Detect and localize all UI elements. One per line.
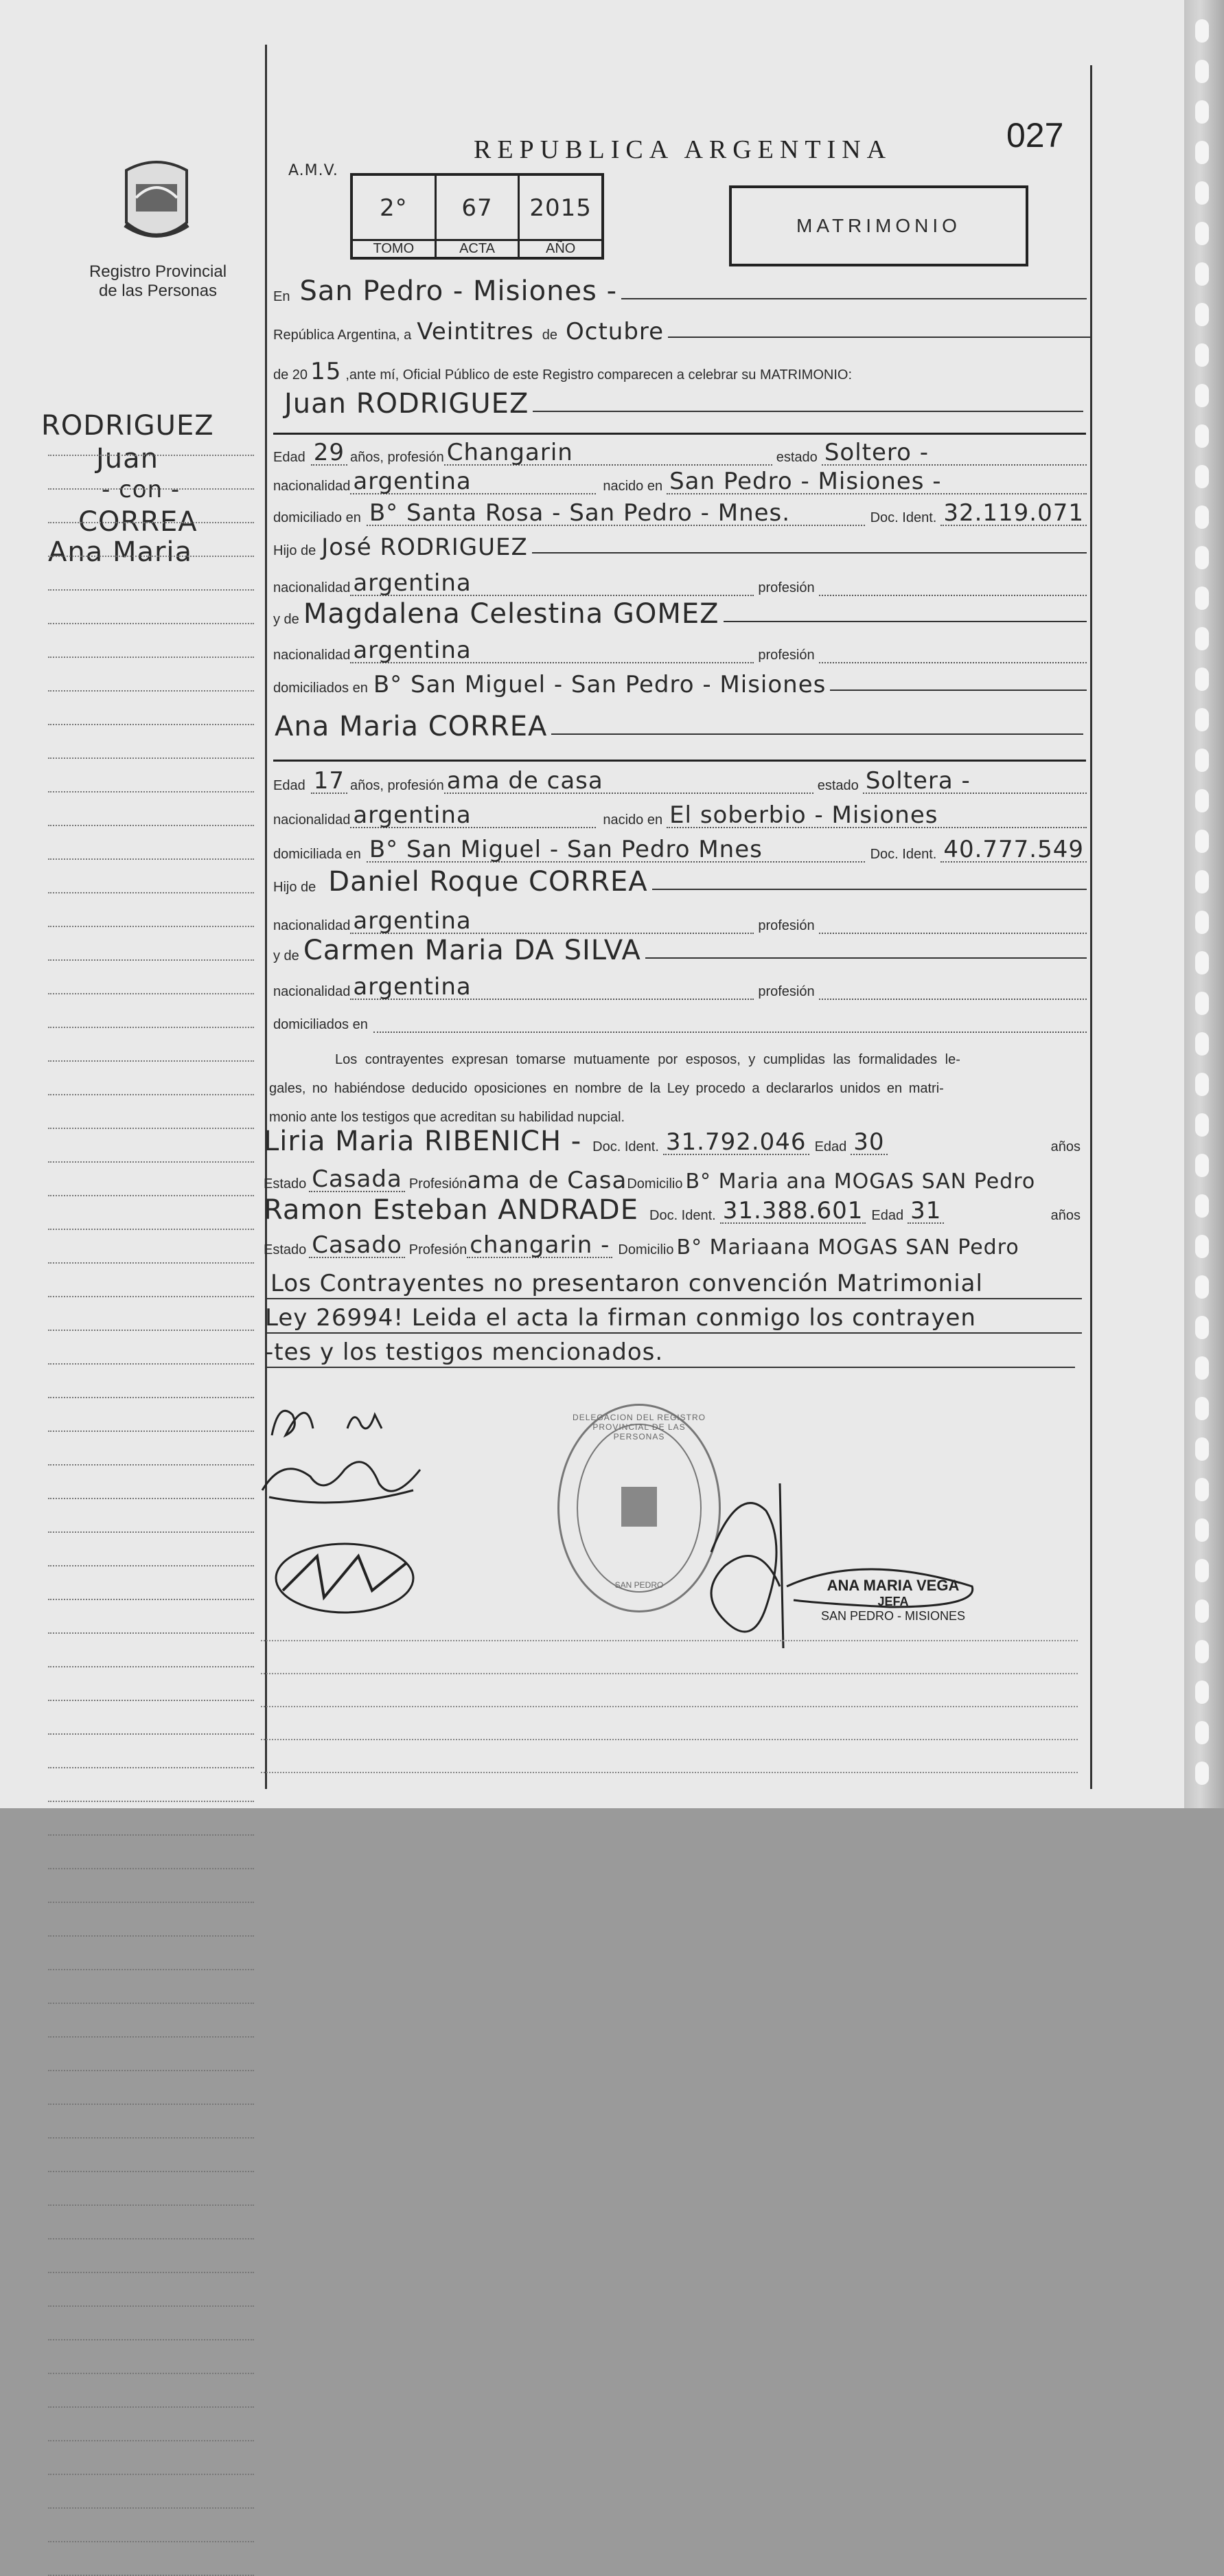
binder-hole [1195,586,1209,610]
binder-hole [1195,303,1209,326]
witness2-name: Ramon Esteban ANDRADE [264,1194,638,1226]
bride-father-nac: argentina [350,909,754,934]
blank-dotted-line [261,1706,1078,1707]
binder-hole [1195,1113,1209,1137]
groom-top-rule [273,433,1086,435]
acta-cell [437,176,520,257]
witness2-prof-label: Profesión [408,1242,467,1257]
margin-dotted-line [48,2440,254,2441]
groom-profesion: Changarin [444,441,772,466]
binder-hole [1195,424,1209,448]
witness1-name: Liria Maria RIBENICH - [264,1126,582,1157]
witness2-estado: Casado [309,1233,405,1258]
margin-dotted-line [48,690,254,692]
ano-cell [520,176,601,257]
margin-dotted-line [48,1464,254,1466]
margin-dotted-line [48,1700,254,1701]
margin-dotted-line [48,858,254,860]
margin-dotted-line [48,1094,254,1095]
witness1-domicilio: B° Maria ana MOGAS SAN Pedro [685,1170,1036,1194]
agency-name-line1: Registro Provincial [89,262,227,281]
de-label: de [542,328,558,343]
binder-hole [1195,1397,1209,1420]
margin-dotted-line [48,488,254,490]
groom-father: José RODRIGUEZ [321,534,528,561]
groom-parents-dom-label: domiciliados en [273,681,368,696]
margin-dotted-line [48,1498,254,1499]
bride-anos-label: años, profesión [349,778,444,793]
binder-hole [1195,505,1209,529]
groom-nacido: San Pedro - Misiones - [667,470,1087,494]
blank-dotted-line [261,1772,1078,1773]
act-type-box [729,185,1028,266]
margin-dotted-line [48,1060,254,1062]
groom-mother-nac: argentina [350,639,754,663]
witness2-details-row [264,1232,1081,1258]
groom-father-row [273,533,1087,559]
margin-dotted-line [48,1531,254,1533]
page-number: 027 [1006,116,1064,155]
groom-doc: 32.119.071 [940,501,1087,526]
bride-doc-label: Doc. Ident. [870,847,937,862]
binder-hole [1195,1194,1209,1218]
officer-place: SAN PEDRO - MISIONES [820,1609,966,1623]
binder-hole [1195,465,1209,488]
blank-dotted-line [261,1673,1078,1674]
margin-dotted-line [48,2541,254,2542]
bride-parents-dom-row [273,1007,1087,1033]
bride-estado: Soltera - [863,769,1087,794]
officer-title: JEFA [877,1595,909,1608]
bride-father-rule [652,889,1087,890]
bride-father-prof [819,933,1087,934]
witness1-edad: 30 [851,1130,887,1155]
seal-text: DELEGACION DEL REGISTRO PROVINCIAL DE LAS PERSONAS [573,1413,706,1441]
margin-dotted-line [48,1565,254,1566]
republica-label: República Argentina, a [273,328,412,343]
bride-name-row [273,711,1083,742]
date-rule [668,337,1090,338]
margin-dotted-line [48,2137,254,2139]
right-rule [1090,65,1092,1789]
margin-dotted-line [48,2171,254,2172]
en-label: En [273,289,290,304]
ante-text: ,ante mí, Oficial Público de este Registro comparecen a celebrar su MATRIMONIO: [345,367,853,383]
margin-dotted-line [48,2238,254,2239]
bride-mother-prof [819,999,1087,1000]
groom-mother-nac-label: nacionalidad [273,648,351,663]
margin-dotted-line [48,1161,254,1163]
bride-domicilio: B° San Miguel - San Pedro Mnes [367,838,865,863]
margin-dotted-line [48,959,254,961]
row-place [273,275,1087,307]
margin-dotted-line [48,1262,254,1264]
binder-hole [1195,668,1209,691]
bride-father-prof-label: profesión [758,918,815,933]
bride-nacionalidad: argentina [350,803,596,828]
witness2-anos: años [1050,1208,1081,1223]
witness1-row [264,1126,1081,1157]
bride-hijo-label: Hijo de [273,880,316,895]
bride-father: Daniel Roque CORREA [328,866,648,898]
groom-yde-label: y de [273,612,299,627]
bride-father-nac-label: nacionalidad [273,918,351,933]
margin-dotted-lines [48,455,254,2576]
margin-dotted-line [48,2474,254,2475]
place-rule [621,298,1087,299]
margin-dotted-line [48,1666,254,1667]
bride-parents-dom-label: domiciliados en [273,1017,368,1032]
margin-name3: CORREA [78,506,198,538]
ano-label: AÑO [520,239,601,257]
tomo-label: TOMO [353,239,435,257]
bride-edad-label: Edad [273,778,305,793]
signature-witness1 [255,1442,434,1518]
groom-name-row [273,388,1083,420]
margin-dotted-line [48,455,254,456]
margin-dotted-line [48,2507,254,2509]
margin-name2: Juan [96,443,159,475]
witness2-dom-label: Domicilio [618,1242,674,1257]
binder-hole [1195,1680,1209,1704]
binder-hole [1195,1640,1209,1663]
binder-hole [1195,100,1209,124]
bride-name-rule [551,733,1083,735]
acta-value: 67 [461,194,493,222]
declaration-line3: monio ante los testigos que acreditan su habilidad nupcial. [269,1110,625,1125]
place: San Pedro - Misiones - [299,275,618,307]
witness1-doc-label: Doc. Ident. [592,1139,659,1154]
witness1-doc: 31.792.046 [663,1130,809,1155]
binder-spine [1184,0,1224,1808]
groom-edad: 29 [311,441,347,466]
row-year [273,357,1090,383]
groom-edad-label: Edad [273,450,305,465]
agency-name-line2: de las Personas [98,282,218,300]
groom-hijo-label: Hijo de [273,543,316,558]
province-logo [118,157,195,250]
groom-doc-label: Doc. Ident. [870,510,937,525]
margin-dotted-line [48,2204,254,2206]
groom-name-rule [533,411,1083,412]
binder-hole [1195,181,1209,205]
margin-dotted-line [48,556,254,557]
witness1-details-row [264,1166,1081,1192]
tomo-cell [353,176,437,257]
month: Octubre [566,318,665,345]
agency-name [69,262,247,301]
blank-dotted-line [261,1739,1078,1740]
margin-dotted-line [48,1632,254,1634]
groom-mother-prof-label: profesión [758,648,815,663]
signature-officer [684,1470,993,1662]
groom-age-row [273,440,1087,466]
margin-dotted-line [48,1969,254,1970]
groom-parents-dom: B° San Miguel - San Pedro - Misiones [373,671,827,698]
binder-hole [1195,951,1209,974]
bride-mother-nac-row [273,974,1087,1000]
groom-estado-label: estado [776,450,818,465]
witness1-estado-label: Estado [264,1176,307,1192]
margin-dotted-line [48,2406,254,2408]
margin-dotted-line [48,791,254,793]
groom-mother-rule [724,621,1087,622]
margin-dotted-line [48,1868,254,1869]
margin-dotted-line [48,2305,254,2307]
year: 15 [310,358,342,385]
margin-dotted-line [48,1296,254,1297]
margin-dotted-line [48,1834,254,1836]
signature-contrayentes [265,1387,416,1449]
binder-hole [1195,222,1209,245]
bride-parents-dom [373,1031,1087,1033]
bride-father-row [273,866,1087,898]
binder-hole [1195,1073,1209,1096]
binder-hole [1195,1599,1209,1623]
binder-hole [1195,546,1209,569]
marriage-declaration [269,1045,1078,1132]
groom-nacionalidad: argentina [350,470,596,494]
groom-mother-row [273,598,1087,630]
bride-nacido-label: nacido en [603,812,663,828]
margin-dotted-line [48,2003,254,2004]
witness2-profesion: changarin - [467,1233,612,1258]
de20-label: de 20 [273,367,308,383]
witness2-row [264,1194,1081,1226]
bride-age-row [273,768,1087,794]
binder-hole [1195,830,1209,853]
margin-dotted-line [48,1767,254,1768]
groom-father-nac-label: nacionalidad [273,580,351,595]
groom-father-nac: argentina [350,571,754,596]
bride-mother-row [273,935,1087,966]
margin-dotted-line [48,757,254,759]
notes-line1: Los Contrayentes no presentaron convención Matrimonial [265,1269,1082,1299]
binder-hole [1195,19,1209,43]
binder-hole [1195,1721,1209,1744]
groom-estado: Soltero - [822,441,1087,466]
binder-hole [1195,1437,1209,1461]
margin-name4: Ana Maria [48,536,193,568]
bride-mother-nac: argentina [350,975,754,1000]
margin-dotted-line [48,1363,254,1365]
notes-line3: -tes y los testigos mencionados. [265,1334,1075,1368]
groom-parents-dom-rule [830,689,1087,691]
bride-mother-nac-label: nacionalidad [273,984,351,999]
witness2-edad: 31 [908,1199,944,1224]
tomo-acta-ano-box [350,173,604,260]
binder-hole [1195,1316,1209,1339]
binder-hole [1195,1275,1209,1299]
binder-hole [1195,992,1209,1015]
officer-stamp [780,1577,1006,1623]
bride-estado-label: estado [817,778,859,793]
groom-domicilio: B° Santa Rosa - San Pedro - Mnes. [367,501,865,526]
witness2-doc-label: Doc. Ident. [649,1208,716,1223]
bride-nacido: El soberbio - Misiones [667,803,1087,828]
margin-dotted-line [48,926,254,927]
binder-hole [1195,343,1209,367]
binder-hole [1195,384,1209,407]
witness2-doc: 31.388.601 [720,1199,866,1224]
officer-name: ANA MARIA VEGA [827,1577,960,1594]
binder-hole [1195,749,1209,772]
binder-hole [1195,1762,1209,1785]
margin-dotted-line [48,2070,254,2071]
groom-anos-label: años, profesión [349,450,444,465]
margin-dotted-line [48,993,254,994]
groom-nacido-label: nacido en [603,479,663,494]
row-date [273,317,1090,343]
bride-edad: 17 [311,769,347,794]
margin-dotted-line [48,1195,254,1196]
margin-dotted-line [48,1935,254,1937]
witness2-estado-label: Estado [264,1242,307,1257]
binder-hole [1195,262,1209,286]
bride-nac-row [273,802,1087,828]
margin-dotted-line [48,1599,254,1600]
groom-parents-dom-row [273,670,1087,696]
binder-hole [1195,141,1209,164]
day: Veintitres [417,318,534,345]
groom-mother-prof [819,662,1087,663]
margin-dotted-line [48,589,254,591]
margin-dotted-line [48,623,254,624]
margin-dotted-line [48,1027,254,1028]
margin-dotted-line [48,2036,254,2038]
margin-dotted-line [48,2373,254,2374]
binder-hole [1195,1478,1209,1501]
binder-hole [1195,60,1209,83]
seal-bottom: SAN PEDRO [614,1580,664,1590]
bride-mother: Carmen Maria DA SILVA [303,935,641,966]
binder-hole [1195,1518,1209,1542]
groom-father-nac-row [273,570,1087,596]
margin-rule [265,45,267,1789]
bride-name: Ana Maria CORREA [275,711,548,742]
margin-dotted-line [48,1128,254,1129]
declaration-line2: gales, no habiéndose deducido oposiciones en nombre de la Ley procedo a declararlos unidos en matri- [269,1081,944,1096]
witness1-edad-label: Edad [814,1139,847,1154]
binder-hole [1195,911,1209,934]
handwritten-notes [265,1269,1082,1368]
binder-hole [1195,1235,1209,1258]
binder-hole [1195,870,1209,893]
groom-dom-label: domiciliado en [273,510,361,525]
margin-dotted-line [48,657,254,658]
binder-hole [1195,789,1209,812]
witness1-estado: Casada [309,1167,405,1192]
margin-name1: RODRIGUEZ [41,410,214,442]
witness1-anos: años [1050,1139,1081,1154]
bride-mother-prof-label: profesión [758,984,815,999]
witness2-edad-label: Edad [871,1208,904,1223]
binder-hole [1195,627,1209,650]
groom-father-prof-label: profesión [758,580,815,595]
groom-name: Juan RODRIGUEZ [284,388,529,420]
margin-dotted-line [48,892,254,893]
witness2-domicilio: B° Mariaana MOGAS SAN Pedro [676,1235,1019,1259]
binder-hole [1195,1032,1209,1056]
bride-yde-label: y de [273,948,299,964]
witness1-profesion: ama de Casa [467,1167,627,1194]
margin-dotted-line [48,2272,254,2273]
tomo-value: 2° [380,194,408,222]
margin-dotted-line [48,1801,254,1802]
margin-dotted-line [48,1733,254,1735]
binder-hole [1195,1154,1209,1177]
margin-dotted-line [48,1397,254,1398]
groom-nac-row [273,468,1087,494]
declaration-line1: Los contrayentes expresan tomarse mutuamente por esposos, y cumplidas las formalidades le- [335,1052,960,1067]
blank-dotted-line [261,1640,1078,1641]
act-type: MATRIMONIO [796,215,961,236]
margin-dotted-line [48,2104,254,2105]
margin-dotted-line [48,2339,254,2340]
binder-hole [1195,708,1209,731]
country-heading: REPUBLICA ARGENTINA [474,135,892,164]
binder-hole [1195,1559,1209,1582]
groom-mother: Magdalena Celestina GOMEZ [303,598,719,630]
signature-witness2 [269,1536,420,1625]
officer-initials: A.M.V. [288,162,338,179]
groom-nac-label: nacionalidad [273,479,351,494]
bride-nac-label: nacionalidad [273,812,351,828]
margin-con: - con - [102,476,181,503]
margin-dotted-line [48,1229,254,1230]
bride-mother-rule [645,957,1087,959]
margin-dotted-line [48,724,254,725]
margin-dotted-line [48,1902,254,1903]
groom-mother-nac-row [273,637,1087,663]
ano-value: 2015 [529,194,592,222]
bride-father-nac-row [273,908,1087,934]
groom-father-rule [532,552,1087,554]
margin-dotted-line [48,825,254,826]
notes-line2: Ley 26994! Leida el acta la firman conmigo los contrayen [265,1299,1082,1334]
margin-dotted-line [48,1330,254,1331]
bride-dom-label: domiciliada en [273,847,361,862]
binder-hole [1195,1356,1209,1380]
witness1-dom-label: Domicilio [627,1176,683,1192]
witness1-prof-label: Profesión [408,1176,467,1192]
margin-dotted-line [48,522,254,523]
bride-profesion: ama de casa [444,769,813,794]
groom-father-prof [819,595,1087,596]
margin-dotted-line [48,1431,254,1432]
bride-doc: 40.777.549 [940,838,1087,863]
groom-dom-row [273,500,1087,526]
bride-top-rule [273,760,1086,762]
bride-dom-row [273,836,1087,863]
acta-label: ACTA [437,239,518,257]
